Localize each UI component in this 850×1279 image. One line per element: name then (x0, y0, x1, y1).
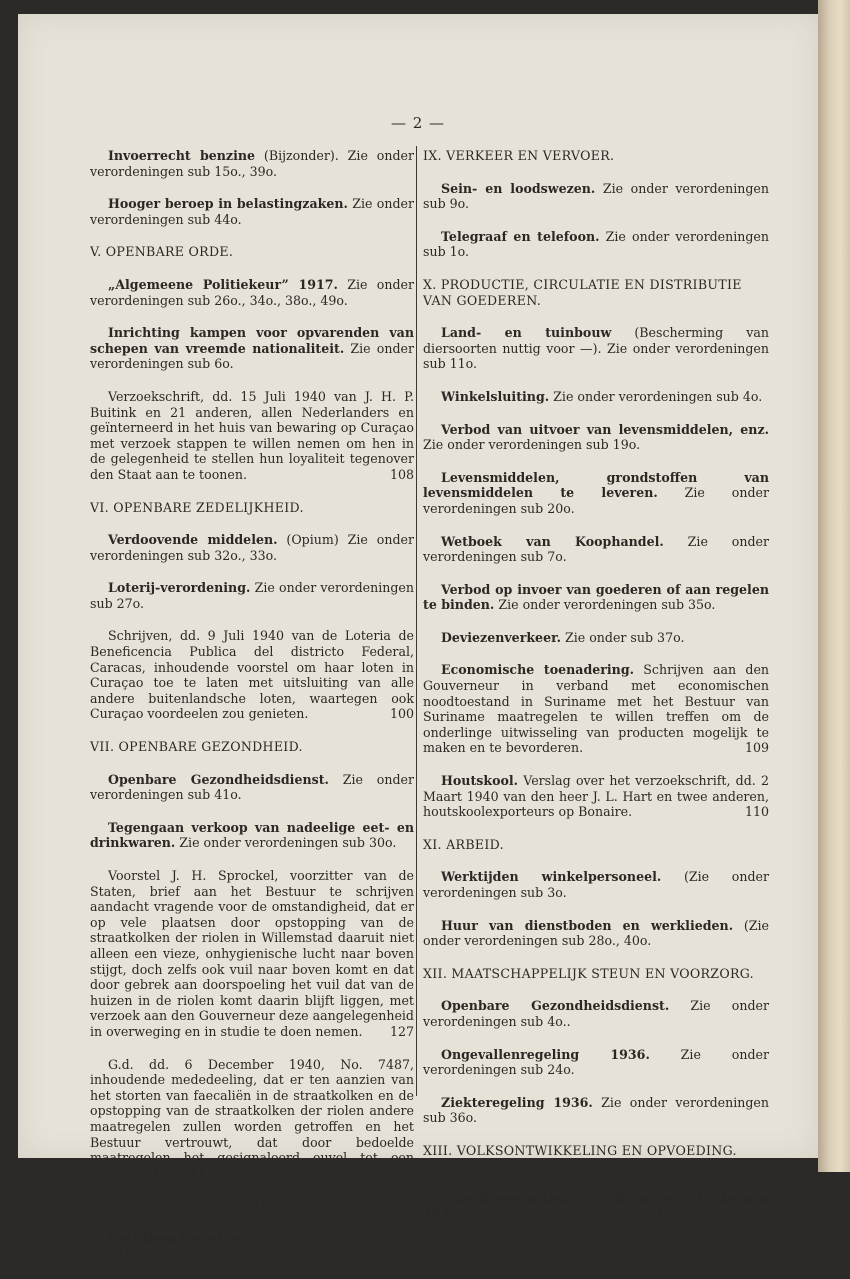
index-entry (90, 1231, 414, 1262)
entry-text: Zie onder verordeningen sub 9o. (423, 180, 769, 212)
index-entry (90, 772, 414, 803)
entry-text: Zie onder verordeningen sub 43o. (462, 1206, 684, 1222)
index-entry (423, 773, 769, 820)
entry-title: Invoerrecht benzine (108, 148, 256, 163)
entry-title: Telegraaf en telefoon. (441, 228, 600, 244)
index-entry (423, 534, 769, 565)
entry-title: Economische toenadering. (441, 662, 635, 678)
entry-text: Zie onder verordeningen sub 20o. (423, 485, 769, 516)
section-heading: V. OPENBARE ORDE. (90, 244, 234, 260)
entry-text: (Zie onder verordeningen sub 28o., 40o. (423, 917, 769, 949)
section-heading: VI. OPENBARE ZEDELIJKHEID. (90, 499, 304, 515)
entry-text: Schrijven aan den Gouverneur in verband met economischen noodtoestand in Suriname met het Bestuur van Suriname maatregelen te willen treffen om de onderlinge uitwisseling van producten mogelijk te maken en te bevorderen. (423, 662, 770, 756)
entry-title: Loterij-verordening. (108, 580, 251, 596)
entry-title: Land- en tuinbouw (441, 325, 612, 341)
entry-text: (Bijzonder). Zie onder verordeningen sub 15o., 39o. (90, 148, 414, 179)
entry-text: Verslag over het verzoekschrift, dd. 2 Maart 1940 van den heer J. L. Hart en twee anderen, houtskoolexporteurs op Bonaire. (423, 773, 769, 820)
index-entry (423, 422, 769, 453)
index-entry (90, 820, 414, 851)
index-entry (90, 325, 414, 372)
section-heading: VII. OPENBARE GEZONDHEID. (90, 739, 303, 755)
column-divider (416, 146, 417, 1096)
entry-text: Voorstel J. H. Sprockel, voorzitter van de Staten, brief aan het Bestuur te schrijven aandacht vragende voor de omstandigheid, dat er op vele plaatsen door opstopping van de straatkolken der riolen in Willemstad daaruit niet alleen een vieze, onhygienische lucht naar boven stijgt, doch zelfs ook vuil naar boven komt en dat door gebrek aan doorspoeling het vuil dat van de huizen in de riolen komt daarin blijft liggen, met verzoek aan den Gouverneur deze aangelegenheid in overweging en in studie te doen nemen. (90, 868, 414, 1039)
entry-title: Winkelsluiting. (441, 388, 550, 404)
entry-title: Tegengaan verkoop van nadeelige eet- en drinkwaren. (90, 819, 414, 851)
entry-text: Zie onder verordeningen sub 4o.. (423, 998, 770, 1029)
section-heading: XI. ARBEID. (423, 836, 504, 852)
entry-title: Levensmiddelen, grondstoffen van levensmiddelen te leveren. (423, 469, 769, 501)
entry-title: Openbare Gezondheidsdienst. (441, 998, 670, 1014)
reference-number: 139 (389, 1165, 414, 1181)
reference-number: 109 (744, 740, 769, 756)
entry-text: Zie onder verordeningen sub 4o. (549, 388, 763, 404)
left-column (90, 148, 414, 1279)
reference-number: 110 (744, 804, 769, 820)
entry-text: Zie onder sub 37o. (560, 629, 685, 645)
entry-title: Ongevallenregeling 1936. (441, 1046, 650, 1062)
entry-title: Inrichting kampen voor opvarenden van schepen van vreemde nationaliteit. (90, 325, 414, 356)
entry-text: Zie onder verordeningen sub 7o. (423, 533, 769, 565)
entry-text: (Zie onder verordeningen sub 3o. (423, 869, 769, 900)
section-heading: VIII. OPENBARE VEILIGHEID. (90, 1198, 296, 1214)
entry-title: Luchtbescherming. (108, 1230, 245, 1246)
index-entry (423, 582, 769, 613)
page-edge (818, 0, 850, 1172)
entry-title: Huur van dienstboden en werklieden. (441, 917, 734, 933)
entry-title: Verdoovende middelen. (108, 532, 278, 548)
section-heading: IX. VERKEER EN VERVOER. (423, 148, 615, 163)
index-entry (423, 325, 769, 372)
entry-text: Zie onder verordeningen sub 35o. (494, 597, 716, 613)
entry-text: Zie onder verordeningen sub 27o. (90, 580, 414, 611)
entry-text: Zie onder verordeningen sub 41o. (90, 771, 415, 803)
index-entry (423, 869, 769, 900)
index-entry (423, 918, 769, 949)
index-entry (423, 630, 769, 646)
index-entry (423, 1095, 769, 1126)
document-page (18, 14, 818, 1262)
entry-text: (Opium) Zie onder verordeningen sub 32o., 33o. (90, 532, 414, 563)
entry-text: Zie onder verordeningen sub 24o. (423, 1046, 769, 1078)
entry-text: Zie onder verordeningen sub 1o. (423, 228, 769, 260)
index-entry (423, 470, 769, 517)
entry-text: Schrijven, dd. 9 Juli 1940 van de Loteria de Beneficencia Publica del districto Federal, Caracas, inhoudende voorstel om haar loten in Curaçao toe te laten met uitsluiting van alle andere buitenlandsche loten, waartegen ook Curaçao voordeelen zou genieten. (90, 628, 414, 722)
entry-title: Deviezenverkeer. (441, 629, 561, 645)
entry-title: Verbod van uitvoer van levensmiddelen, enz. (441, 421, 769, 437)
index-entry (90, 532, 414, 563)
entry-title: Wetboek van Koophandel. (441, 533, 664, 549)
index-entry (90, 580, 414, 611)
index-entry (423, 389, 769, 405)
page-number: — 2 — (390, 114, 446, 132)
entry-text: Zie onder verordeningen sub 36o. (423, 1094, 769, 1126)
index-entry (423, 1047, 769, 1078)
paragraph (90, 1057, 414, 1182)
right-column (423, 148, 769, 1239)
paragraph (90, 628, 414, 722)
entry-text: Zie onder verordeningen sub 12o. (90, 1230, 414, 1262)
index-entry (423, 229, 769, 260)
paragraph (90, 389, 414, 483)
entry-text: Zie onder verordeningen sub 26o., 34o., 38o., 49o. (90, 276, 415, 308)
entry-title: „Algemeene Politiekeur” 1917. (108, 276, 338, 292)
reference-number: 127 (389, 1023, 414, 1039)
entry-text: Zie onder verordeningen sub 30o. (175, 835, 397, 851)
entry-text: Zie onder verordeningen sub 19o. (423, 437, 641, 453)
reference-number: 108 (389, 466, 414, 482)
entry-text: (Bescherming van diersoorten nuttig voor —). Zie onder verordeningen sub 11o. (423, 325, 769, 372)
index-entry (423, 181, 769, 212)
entry-title: Verbod op invoer van goederen of aan regelen te binden. (423, 581, 769, 613)
entry-text: Verzoekschrift, dd. 15 Juli 1940 van J. H. P. Buitink en 21 anderen, allen Nederlanders en geïnterneerd in het huis van bewaring op Curaçao met verzoek stappen te willen nemen om hen in de gelegenheid te stellen hun loyaliteit tegenover den Staat aan te toonen. (90, 388, 414, 482)
reference-number: 100 (389, 706, 414, 722)
entry-title: Sein- en loodswezen. (441, 180, 596, 196)
paragraph (90, 868, 414, 1040)
index-entry (423, 662, 769, 756)
entry-text: Zie onder verordeningen sub 44o. (90, 196, 414, 227)
entry-title: Ziekteregeling 1936. (441, 1094, 593, 1110)
section-heading: XIII. VOLKSONTWIKKELING EN OPVOEDING. EEREDIENSTEN. (423, 1142, 737, 1174)
entry-text: Zie onder verordeningen sub 6o. (90, 340, 414, 372)
section-heading: XII. MAATSCHAPPELIJK STEUN EN VOORZORG. (423, 965, 754, 981)
entry-title: Subsidieverordening Bijzonder Onderwijs 1935. (423, 1191, 769, 1222)
entry-text: G.d. dd. 6 December 1940, No. 7487, inhoudende mededeeling, dat er ten aanzien van het storten van faecaliën in de straatkolken en de opstopping van de straatkolken der riolen andere maatregelen zullen worden getroffen en het Bestuur vertrouwt, dat door bedoelde maatregelen het gesignaleerd euvel tot een minimum beperkt zal blijven. (90, 1056, 414, 1181)
section-heading: X. PRODUCTIE, CIRCULATIE EN DISTRIBUTIE VAN GOEDEREN. (423, 276, 742, 308)
entry-title: Openbare Gezondheidsdienst. (108, 771, 329, 787)
index-entry (90, 277, 414, 308)
index-entry (90, 196, 414, 227)
entry-title: Werktijden winkelpersoneel. (441, 869, 662, 885)
index-entry (423, 998, 769, 1029)
entry-title: Hooger beroep in belastingzaken. (108, 196, 348, 212)
index-entry (423, 1191, 769, 1222)
entry-title: Houtskool. (441, 773, 519, 789)
index-entry (90, 148, 414, 179)
